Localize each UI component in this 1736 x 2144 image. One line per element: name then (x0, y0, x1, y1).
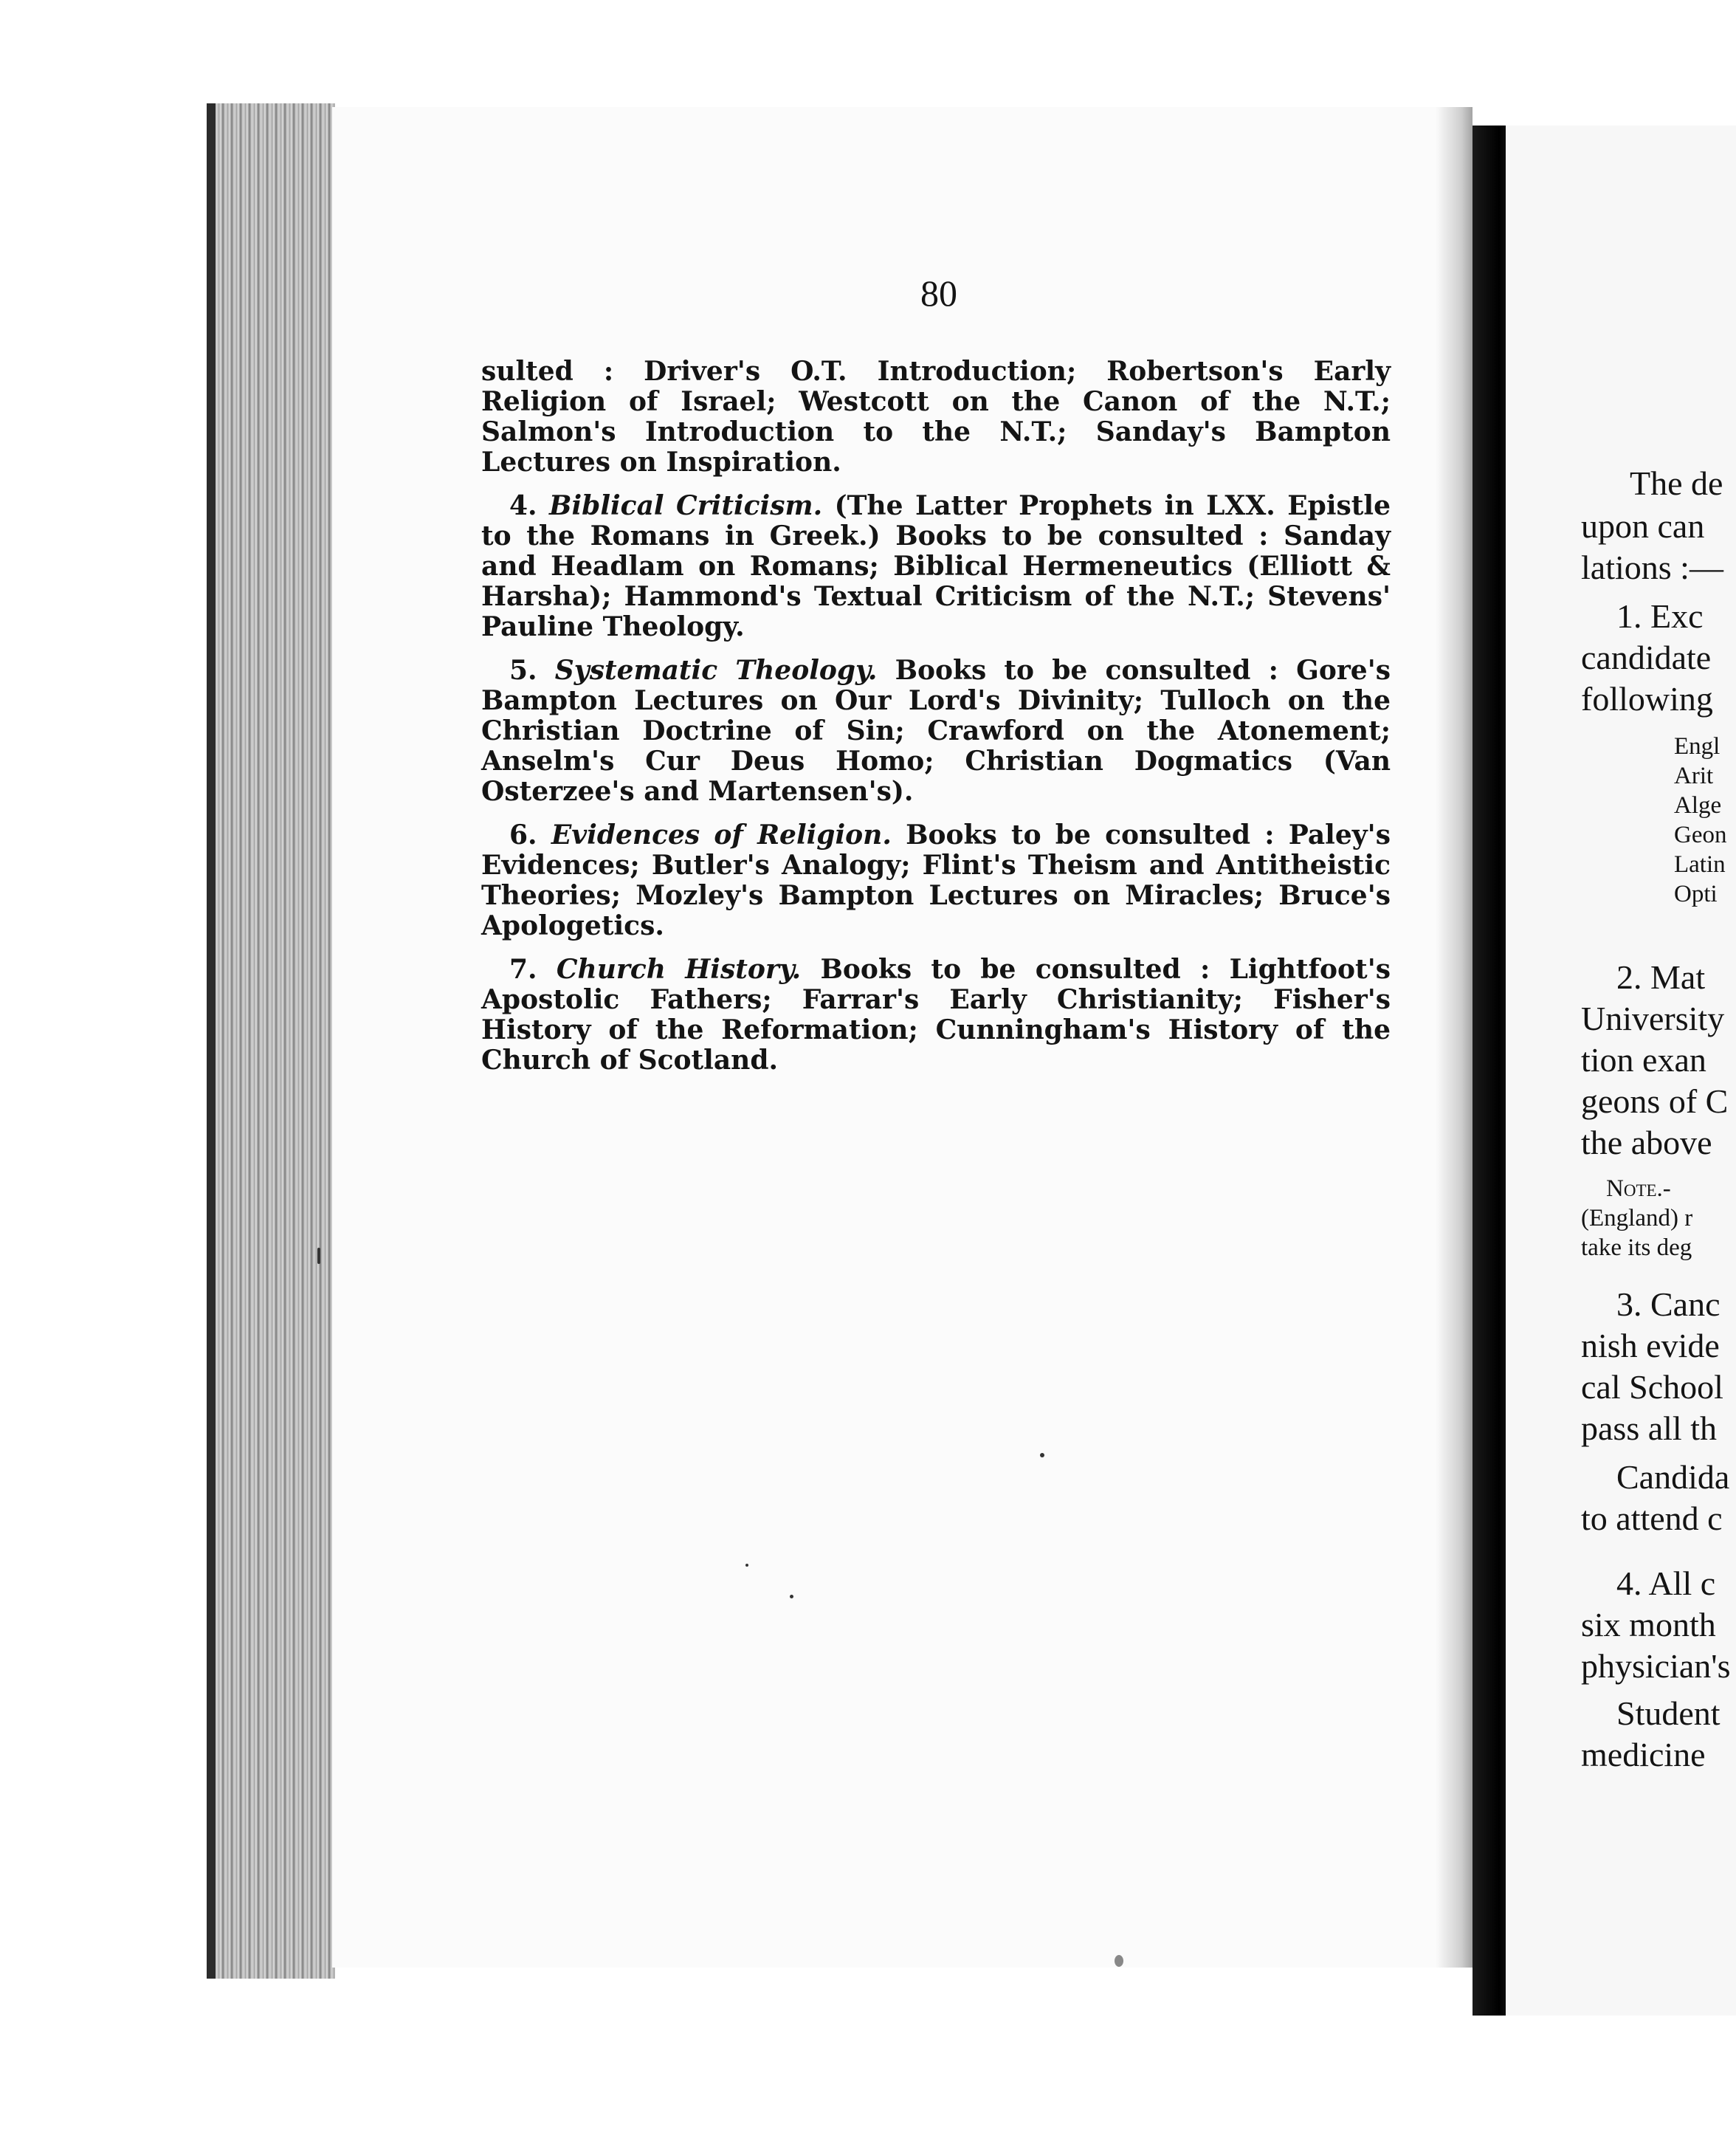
scan-speck (790, 1595, 793, 1598)
right-text-line: (England) r (1581, 1205, 1693, 1231)
section-number: 7. (509, 954, 537, 985)
right-text-line: 4. All c (1616, 1564, 1716, 1602)
right-text-line: Note.- (1606, 1175, 1671, 1202)
right-text-line: lations :— (1581, 549, 1723, 586)
right-text-line: Geon (1674, 822, 1727, 848)
section-paragraph (481, 491, 1391, 642)
right-text-line: 2. Mat (1616, 958, 1706, 996)
section-body: Books to be consulted : Lightfoot's Apostolic Fathers; Farrar's Early Christianity; Fisher's History of the Reformation; Cunningham's History of the Church of Scotland. (481, 954, 1391, 1076)
scan-speck (745, 1564, 748, 1567)
section-paragraph (481, 656, 1391, 807)
section-subject: Systematic Theology. (554, 655, 878, 686)
section-body: Books to be consulted : Paley's Evidences; Butler's Analogy; Flint's Theism and Antitheistic Theories; Mozley's Bampton Lectures on Miracles; Bruce's Apologetics. (481, 820, 1391, 941)
right-text-line: tion exan (1581, 1041, 1706, 1079)
right-text-line: nish evide (1581, 1327, 1720, 1364)
gutter-shadow (1436, 107, 1472, 1968)
section-body: Books to be consulted : Gore's Bampton Lectures on Our Lord's Divinity; Tulloch on the Christian Doctrine of Sin; Crawford on the Atonement; Anselm's Cur Deus Homo; Christian Dogmatics (Van Osterzee's and Martensen's). (481, 655, 1391, 807)
right-text-line: Latin (1674, 851, 1726, 878)
right-text-line: candidate (1581, 639, 1712, 676)
right-text-line: 1. Exc (1616, 597, 1704, 635)
right-text-line: Candida (1616, 1458, 1730, 1496)
section-paragraph (481, 820, 1391, 941)
section-subject: Church History. (556, 954, 802, 985)
right-text-line: University (1581, 1000, 1725, 1037)
section-subject: Evidences of Religion. (551, 820, 892, 851)
right-text-line: physician's (1581, 1647, 1731, 1685)
right-text-line: Engl (1674, 733, 1720, 760)
scan-speck (1040, 1453, 1044, 1457)
section-body: (The Latter Prophets in LXX. Epistle to the Romans in Greek.) Books to be consulted : Sanday and Headlam on Romans; Biblical Hermeneutics (Elliott & Harsha); Hammond's Textual Criticism of the N.T.; Stevens' Pauline Theology. (481, 490, 1391, 642)
right-text-line: upon can (1581, 507, 1705, 545)
section-number: 6. (509, 820, 537, 851)
right-text-line: cal School (1581, 1368, 1723, 1406)
right-text-line: Student (1616, 1694, 1720, 1732)
right-text-line: Arit (1674, 763, 1714, 789)
right-text-line: the above (1581, 1124, 1712, 1161)
right-text-line: pass all th (1581, 1409, 1717, 1447)
page-stack-edge (210, 103, 335, 1979)
right-text-line: Opti (1674, 881, 1718, 907)
right-text-line: following (1581, 680, 1713, 718)
left-page-text (481, 357, 1391, 1089)
section-paragraph (481, 955, 1391, 1076)
right-text-line: The de (1630, 464, 1723, 502)
right-text-line: Alge (1674, 792, 1722, 819)
continuation-paragraph: sulted : Driver's O.T. Introduction; Robertson's Early Religion of Israel; Westcott on the Canon of the N.T.; Salmon's Introduction to the N.T.; Sanday's Bampton Lectures on Inspiration. (481, 356, 1391, 478)
right-text-line: 3. Canc (1616, 1285, 1720, 1323)
right-text-line: six month (1581, 1606, 1716, 1643)
right-text-line: to attend c (1581, 1499, 1723, 1537)
scan-speck (317, 1248, 320, 1264)
page-number: 80 (920, 272, 957, 314)
book-cover-edge (207, 103, 216, 1979)
section-number: 4. (509, 490, 537, 521)
right-text-line: medicine (1581, 1736, 1706, 1773)
right-text-line: take its deg (1581, 1234, 1692, 1261)
section-subject: Biblical Criticism. (549, 490, 823, 521)
section-number: 5. (509, 655, 537, 686)
right-text-line: geons of C (1581, 1082, 1729, 1120)
scan-speck (1115, 1955, 1123, 1967)
